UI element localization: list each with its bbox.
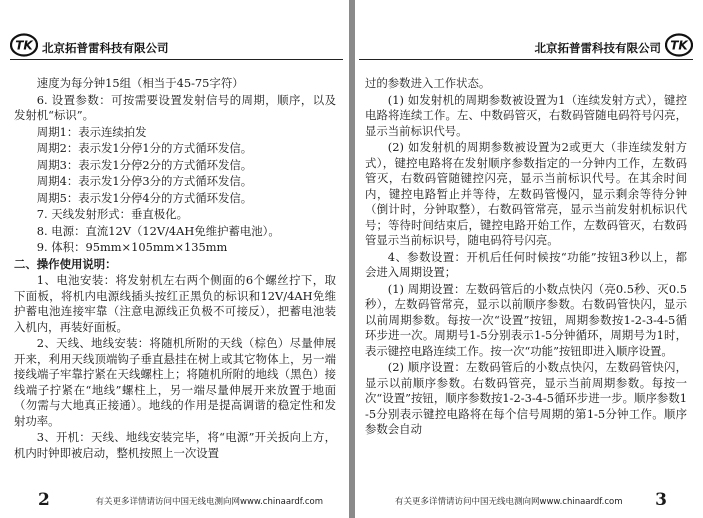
paragraph: (1) 周期设置：左数码管后的小数点快闪（亮0.5秒、灭0.5秒），左数码管常亮，显示以前顺序参数。右数码管快闪，显示以前周期参数。每按一次“设置”按钮，周期参数按1-2-3-4-5循环步进一次。周期号1-5分别表示1-5分钟循环，周期号为1时，表示键控电路连续工作。按一次“功能”按钮即进入顺序设置。: [365, 281, 687, 358]
right-page-footer: [355, 490, 703, 508]
paragraph: 4、参数设置：开机后任何时候按“功能”按钮3秒以上，都会进入周期设置；: [365, 249, 687, 279]
paragraph: 速度为每分钟15组（相当于45-75字符）: [36, 76, 244, 90]
left-page-header: [10, 33, 343, 59]
svg-text:TK: TK: [15, 38, 33, 53]
page-number: 3: [655, 490, 667, 510]
page-number: 2: [38, 490, 50, 510]
footer-text: 有关更多详情请访问中国无线电测向网www.chinaardf.com: [95, 497, 323, 507]
paragraph: 周期2：表示发1分停1分的方式循环发信。: [36, 141, 253, 155]
paragraph: 3、开机：天线、地线安装完毕，将“电源”开关扳向上方，机内时钟即被启动，整机按照上一次设置: [14, 430, 336, 460]
paragraph: 周期3：表示发1分停2分的方式循环发信。: [36, 157, 253, 172]
section-heading: 二、操作使用说明：: [14, 256, 117, 271]
paragraph: 周期5：表示发1分停4分的方式循环发信。: [36, 190, 253, 205]
left-page: [0, 0, 349, 518]
paragraph: 7. 天线发射形式：垂直极化。: [36, 207, 188, 221]
paragraph: 周期1：表示连续拍发: [36, 124, 147, 139]
paragraph: 1、电池安装：将发射机左右两个侧面的6个螺丝拧下，取下面板，将机内电源线插头按红正黑负的标识和12V/4AH免维护蓄电池连接牢靠（注意电源线正负极不可接反），把蓄电池装入机内，再装好面板。: [14, 273, 336, 334]
right-page-body: [365, 76, 687, 439]
paragraph: 2、天线、地线安装：将随机所附的天线（棕色）尽量伸展开来，利用天线顶端钩子垂直悬挂在树上或其它物体上，另一端接线端子牢靠拧紧在天线螺柱上；将随机所附的地线（黑色）接线端子拧紧在“地线”螺柱上，另一端尽量伸展开来放置于地面（勿需与大地真正接通）。地线的作用是提高调谐的稳定性和发射功率。: [14, 336, 336, 428]
footer-text: 有关更多详情请访问中国无线电测向网www.chinaardf.com: [395, 497, 623, 507]
company-logo-icon: [10, 33, 38, 57]
right-page-header: [359, 33, 693, 59]
paragraph: 6. 设置参数：可按需要设置发射信号的周期，顺序，以及发射机“标识”。: [14, 92, 336, 122]
left-page-body: [14, 76, 336, 462]
left-page-footer: [0, 490, 349, 508]
right-page: [355, 0, 703, 518]
header-rule: [359, 59, 693, 60]
svg-text:TK: TK: [670, 38, 688, 53]
company-name: 北京拓普雷科技有限公司: [534, 41, 661, 55]
paragraph: 9. 体积：95mm×105mm×135mm: [36, 240, 228, 254]
paragraph: (2) 如发射机的周期参数被设置为2或更大（非连续发射方式），键控电路将在发射顺序参数指定的一分钟内工作，左数码管灭，右数码管随键控闪亮，显示当前标识代号。在其余时间内，键控电路暂止并等待，左数码管慢闪，显示剩余等待分钟（倒计时，分钟取整），右数码管常亮，显示当前发射机标识代号；等待时间结束后，键控电路开始工作，左数码管灭，右数码管显示当前标识号，随电码符号闪亮。: [365, 140, 687, 247]
paragraph: 8. 电源：直流12V（12V/4AH免维护蓄电池）。: [36, 223, 280, 238]
header-rule: [10, 59, 343, 60]
company-name: 北京拓普雷科技有限公司: [42, 41, 169, 55]
company-logo-icon: [665, 33, 693, 57]
paragraph: (1) 如发射机的周期参数被设置为1（连续发射方式），键控电路将连续工作。左、中数码管灭，右数码管随电码符号闪亮，显示当前标识代号。: [365, 92, 687, 138]
paragraph: (2) 顺序设置：左数码管后的小数点快闪，左数码管快闪，显示以前顺序参数。右数码管亮，显示当前周期参数。每按一次“设置”按钮，顺序参数按1-2-3-4-5循环步进一步。顺序参数1-5分别表示键控电路将在每个信号周期的第1-5分钟工作。顺序参数会自动: [365, 360, 687, 436]
paragraph: 过的参数进入工作状态。: [365, 76, 491, 90]
paragraph: 周期4：表示发1分停3分的方式循环发信。: [36, 174, 253, 188]
